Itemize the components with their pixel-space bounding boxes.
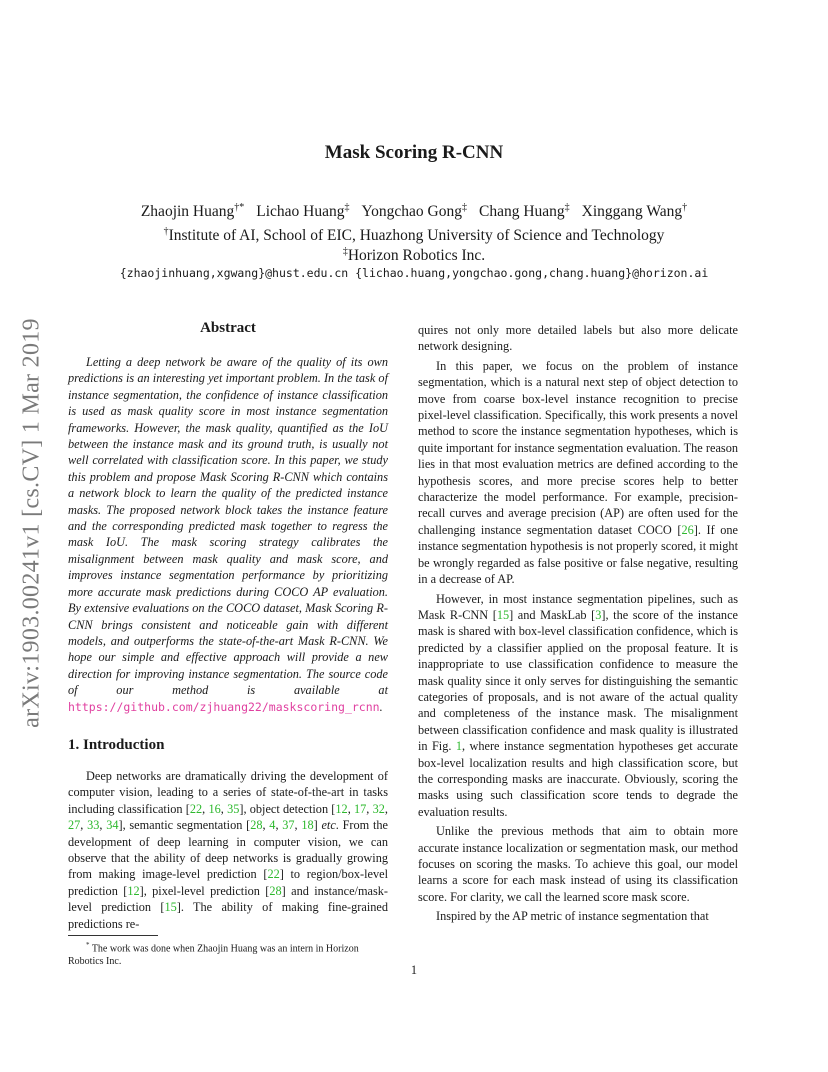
right-paragraph-1: In this paper, we focus on the problem of instance segmentation, which is a natural next step of object detection to move from coarse box-level instance recognition to precise pixel-level classification. Specifically, this work presents a novel method to score the instance segmentation hypotheses, which is quite important for instance segmentation evaluation. The reason lies in that most evaluation metrics are defined according to the hypothesis scores, and more precise scores help to better characterize the model performance. For example, precision-recall curves and average precision (AP) are often used for the challenging instance segmentation dataset COCO [26]. If one instance segmentation hypothesis is not properly scored, it might be wrongly regarded as false positive or false negative, resulting in a decrease of AP. xyxy=(418,358,738,587)
citation-link[interactable]: 35 xyxy=(227,801,240,816)
intro-paragraph-1: Deep networks are dramatically driving the development of computer vision, leading to a series of state-of-the-art in tasks including classification [22, 16, 35], object detection [12, 17, 32, 27, 33, 34], semantic segmentation [28, 4, 37, 18] etc. From the development of deep learning in computer vision, we can observe that the ability of deep networks is gradually growing from making image-level prediction [22] to region/box-level prediction [12], pixel-level prediction [28] and instance/mask-level prediction [15]. The ability of making fine-grained predictions re- xyxy=(68,769,388,931)
citation-link[interactable]: 16 xyxy=(208,801,221,816)
citation-link[interactable]: 1 xyxy=(455,739,462,754)
author-mark: †* xyxy=(234,202,245,213)
abstract-end: . xyxy=(379,699,383,714)
citation-link[interactable]: 33 xyxy=(87,818,100,833)
right-column xyxy=(418,322,738,925)
citation-link[interactable]: 22 xyxy=(189,801,203,816)
author-list xyxy=(0,202,828,221)
paper-title: Mask Scoring R-CNN xyxy=(324,142,504,163)
affiliation-1-text: Institute of AI, School of EIC, Huazhong University of Science and Technology xyxy=(168,227,665,245)
arxiv-id: arXiv:1903.00241v1 [cs.CV] 1 Mar 2019 xyxy=(18,318,45,728)
abstract-heading: Abstract xyxy=(200,320,256,336)
author-name: Yongchao Gong xyxy=(361,203,462,221)
page-number: 1 xyxy=(410,963,418,977)
citation-link[interactable]: 12 xyxy=(335,801,348,816)
footnote-text: The work was done when Zhaojin Huang was an intern in Horizon Robotics Inc. xyxy=(68,943,359,968)
footnote-rule xyxy=(68,935,158,936)
citation-link[interactable]: 34 xyxy=(106,818,119,833)
citation-link[interactable]: 4 xyxy=(269,818,276,833)
right-paragraph-0: quires not only more detailed labels but also more delicate network designing. xyxy=(418,323,738,354)
right-paragraph-2: However, in most instance segmentation pipelines, such as Mask R-CNN [15] and MaskLab [3], the score of the instance mask is shared with box-level classification confidence, which is predicted by a classifier applied on the proposal feature. It is inappropriate to use classification confidence to measure the mask quality since it only serves for distinguishing the semantic categories of proposals, and is not aware of the actual quality and completeness of the instance mask. The misalignment between classification confidence and mask quality is illustrated in Fig. 1, where instance segmentation hypotheses get accurate box-level localization results and high classification score, but the corresponding masks are inaccurate. Obviously, scoring the masks using such classification score tends to degrade the evaluation results. xyxy=(418,591,738,819)
right-paragraph-4: Inspired by the AP metric of instance segmentation that xyxy=(436,909,709,924)
author-name: Lichao Huang xyxy=(256,203,345,221)
arxiv-sidebar xyxy=(14,288,50,758)
citation-link[interactable]: 27 xyxy=(68,818,81,833)
author-emails: {zhaojinhuang,xgwang}@hust.edu.cn {lichao.huang,yongchao.gong,chang.huang}@horizon.ai xyxy=(119,266,709,280)
abstract-body xyxy=(68,354,388,715)
author-mark: ‡ xyxy=(344,202,350,213)
section-heading-introduction: 1. Introduction xyxy=(68,737,165,753)
affiliation-2-text: Horizon Robotics Inc. xyxy=(347,247,486,265)
author-5 xyxy=(582,203,688,220)
citation-link[interactable]: 22 xyxy=(267,867,280,882)
citation-link[interactable]: 18 xyxy=(301,818,314,833)
author-name: Zhaojin Huang xyxy=(140,203,235,221)
affiliation-1-mark: † xyxy=(163,226,169,237)
author-4 xyxy=(479,203,570,220)
citation-link[interactable]: 28 xyxy=(269,883,282,898)
right-paragraph-3: Unlike the previous methods that aim to obtain more accurate instance localization or segmentation mask, our method focuses on scoring the masks. To achieve this goal, our model learns a score for each mask instead of using its classification score. For clarity, we call the learned score mask score. xyxy=(418,824,738,904)
citation-link[interactable]: 17 xyxy=(354,801,367,816)
citation-link[interactable]: 12 xyxy=(127,883,140,898)
footnote-mark: * xyxy=(86,941,90,949)
intro-column xyxy=(68,768,388,932)
affiliation-1 xyxy=(0,226,828,245)
citation-link[interactable]: 15 xyxy=(164,900,177,915)
author-mark: ‡ xyxy=(564,202,570,213)
citation-link[interactable]: 3 xyxy=(595,607,602,622)
abstract-text: Letting a deep network be aware of the quality of its own predictions is an interesting yet important problem. In the task of instance segmentation, the confidence of instance classification is used as mask quality score in most instance segmentation frameworks. However, the mask quality, quantified as the IoU between the instance mask and its ground truth, is usually not well correlated with classification score. In this paper, we study this problem and propose Mask Scoring R-CNN which contains a network block to learn the quality of the predicted instance masks. The proposed network block takes the instance feature and the corresponding predicted mask together to regress the mask IoU. The mask scoring strategy calibrates the misalignment between mask quality and mask score, and improves instance segmentation performance by prioritizing more accurate mask predictions during COCO AP evaluation. By extensive evaluations on the COCO dataset, Mask Scoring R-CNN brings consistent and noticeable gain with different models, and outperforms the state-of-the-art Mask R-CNN. We hope our simple and effective approach will provide a new direction for improving instance segmentation. The source code of our method is available at xyxy=(68,355,388,698)
author-mark: ‡ xyxy=(461,202,467,213)
citation-link[interactable]: 15 xyxy=(496,607,510,622)
author-mark: † xyxy=(682,202,688,213)
author-1 xyxy=(141,203,244,220)
citation-link[interactable]: 37 xyxy=(282,818,295,833)
author-name: Xinggang Wang xyxy=(581,203,683,221)
author-name: Chang Huang xyxy=(478,203,565,221)
code-link[interactable]: https://github.com/zjhuang22/maskscoring_rcnn xyxy=(68,699,380,714)
citation-link[interactable]: 26 xyxy=(681,522,694,537)
affiliation-2-mark: ‡ xyxy=(342,246,348,257)
citation-link[interactable]: 28 xyxy=(250,818,263,833)
affiliation-2 xyxy=(0,246,828,265)
author-3 xyxy=(362,203,467,220)
author-2 xyxy=(256,203,349,220)
citation-link[interactable]: 32 xyxy=(372,801,385,816)
emphasis-text: etc xyxy=(321,818,336,833)
